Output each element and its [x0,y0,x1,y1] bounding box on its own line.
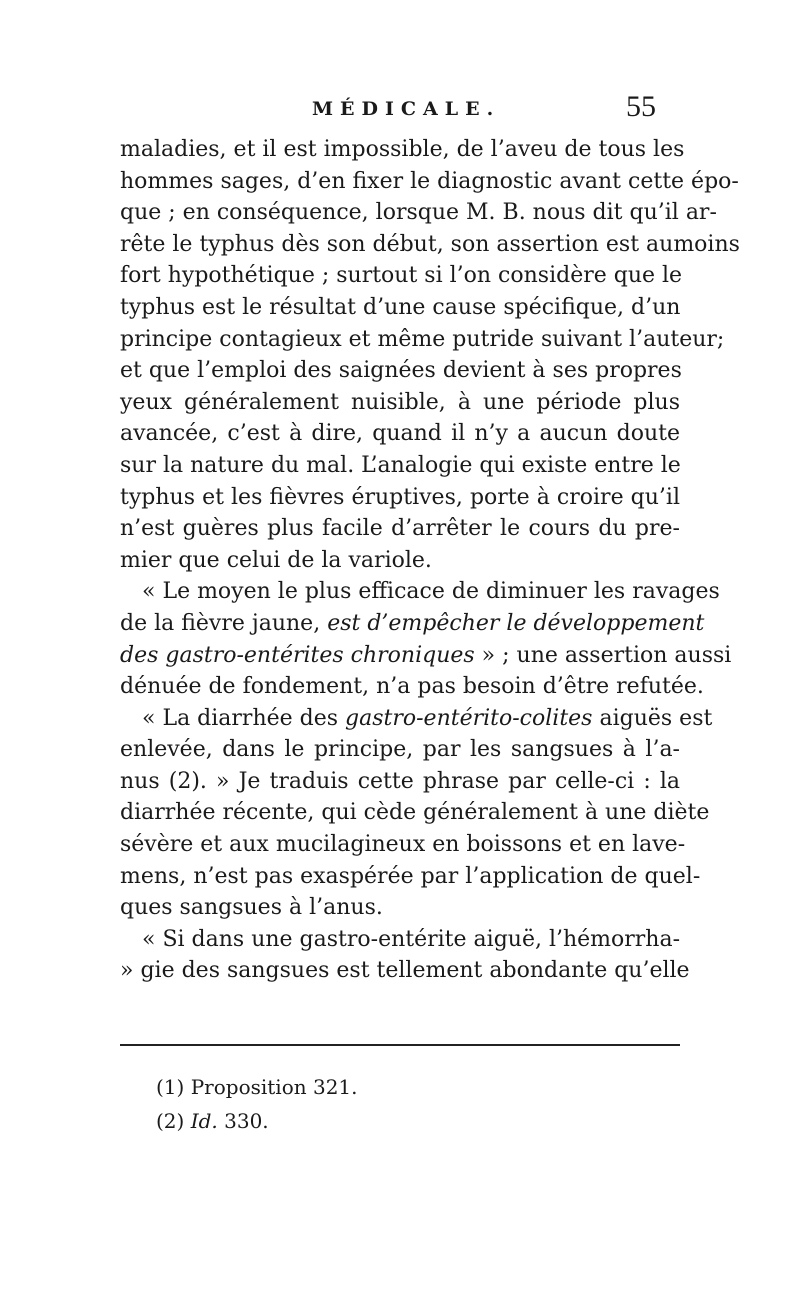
text-line: « La diarrhée des gastro-entérito-colites aiguës est [142,705,713,731]
text-line: maladies, et il est impossible, de l’aveu de tous les [120,137,685,162]
footnote: (2) Id. 330. [156,1109,269,1133]
page-number: 55 [626,90,656,123]
text-line: mier que celui de la variole. [120,547,432,573]
footnote-marker: (1) [156,1075,185,1099]
text-line: enlevée, dans le principe, par les sangsues à l’a- [120,737,680,763]
body-text [120,134,740,987]
footnote-divider [120,1044,680,1046]
text-line: de la fièvre jaune, est d’empêcher le développement [120,610,705,636]
text-line: typhus est le résultat d’une cause spécifique, d’un [120,294,681,320]
text-line: et que l’emploi des saignées devient à ses propres [120,358,682,384]
text-line: fort hypothétique ; surtout si l’on considère que le [120,263,683,289]
text-line: principe contagieux et même putride suivant l’auteur; [120,326,725,352]
text-line: nus (2). » Je traduis cette phrase par celle-ci : la [120,768,680,794]
text-line: yeux généralement nuisible, à une période plus [120,389,680,415]
text-line: rête le typhus dès son début, son assertion est aumoins [120,231,740,257]
text-line: typhus et les fièvres éruptives, porte à croire qu’il [120,484,680,510]
text-line: ques sangsues à l’anus. [120,895,383,921]
text-line: des gastro-entérites chroniques » ; une assertion aussi [120,642,732,668]
text-line: mens, n’est pas exaspérée par l’application de quel- [120,863,701,889]
footnote: (1) Proposition 321. [156,1075,358,1099]
footnotes [156,1070,358,1138]
text-line: « Le moyen le plus efficace de diminuer les ravages [142,579,720,605]
text-line: dénuée de fondement, n’a pas besoin d’être refutée. [120,674,704,700]
footnote-marker: (2) [156,1109,185,1133]
text-line: diarrhée récente, qui cède généralement à une diète [120,800,710,826]
text-line: n’est guères plus facile d’arrêter le cours du pre- [120,516,680,542]
text-line: « Si dans une gastro-entérite aiguë, l’hémorrha- [142,926,681,952]
text-line: sur la nature du mal. L’analogie qui existe entre le [120,452,681,478]
text-line: que ; en conséquence, lorsque M. B. nous dit qu’il ar- [120,200,717,226]
text-line: hommes sages, d’en fixer le diagnostic avant cette épo- [120,168,739,194]
running-header: MÉDICALE. [312,98,501,120]
text-line: » gie des sangsues est tellement abondante qu’elle [120,958,690,984]
text-line: avancée, c’est à dire, quand il n’y a aucun doute [120,421,680,447]
text-line: sévère et aux mucilagineux en boissons et en lave- [120,832,686,858]
